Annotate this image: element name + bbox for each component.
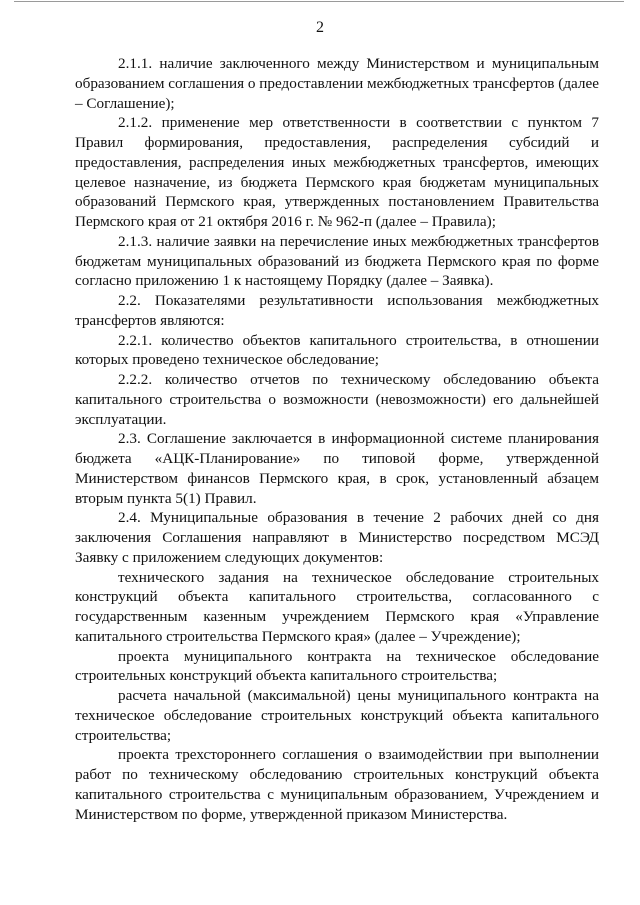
page-number: 2 xyxy=(316,19,324,36)
paragraph-2-2-1: 2.2.1. количество объектов капитального строительства, в отношении которых проведено техническое обследование; xyxy=(75,331,599,369)
paragraph-2-2: 2.2. Показателями результативности использования межбюджетных трансфертов являются: xyxy=(75,292,599,329)
paragraph-2-1-3: 2.1.3. наличие заявки на перечисление иных межбюджетных трансфертов бюджетам муниципальных образований из бюджета Пермского края по форме согласно приложению 1 к настоящему Порядку (далее – Заявка). xyxy=(75,232,599,290)
paragraph-2-1-2: 2.1.2. применение мер ответственности в соответствии с пунктом 7 Правил формирования, предоставления, распределения субсидий и предоставления, распределения иных межбюджетных трансфертов, имеющих целевое назначение, из бюджета Пермского края бюджетам муниципальных образований Пермского края, утвержденных постановлением Правительства Пермского края от 21 октября 2016 г. № 962-п (далее – Правила); xyxy=(75,114,599,230)
paragraph-2-2-2: 2.2.2. количество отчетов по техническому обследованию объекта капитального строительства о возможности (невозможности) его дальнейшей эксплуатации. xyxy=(75,371,599,428)
paragraph-attachment-price-calculation: расчета начальной (максимальной) цены муниципального контракта на техническое обследование строительных конструкций объекта капитального строительства; xyxy=(75,687,599,744)
top-edge-rule xyxy=(14,1,624,2)
document-body xyxy=(75,54,599,824)
paragraph-attachment-tripartite-agreement: проекта трехстороннего соглашения о взаимодействии при выполнении работ по техническому обследованию строительных конструкций объекта капитального строительства с муниципальным образованием, Учреждением и Министерством по форме, утвержденной приказом Министерства. xyxy=(75,746,599,823)
paragraph-2-1-1: 2.1.1. наличие заключенного между Министерством и муниципальным образованием соглашения о предоставлении межбюджетных трансфертов (далее – Соглашение); xyxy=(75,55,599,112)
paragraph-attachment-technical-task: технического задания на техническое обследование строительных конструкций объекта капитального строительства, согласованного с государственным казенным учреждением Пермского края «Управление капитального строительства Пермского края» (далее – Учреждение); xyxy=(75,568,599,645)
paragraph-2-4: 2.4. Муниципальные образования в течение 2 рабочих дней со дня заключения Соглашения направляют в Министерство посредством МСЭД Заявку с приложением следующих документов: xyxy=(75,509,599,566)
paragraph-2-3: 2.3. Соглашение заключается в информационной системе планирования бюджета «АЦК-Планирование» по типовой форме, утвержденной Министерством финансов Пермского края, в срок, установленный абзацем вторым пункта 5(1) Правил. xyxy=(75,430,599,507)
paragraph-attachment-contract-draft: проекта муниципального контракта на техническое обследование строительных конструкций объекта капитального строительства; xyxy=(75,647,599,685)
